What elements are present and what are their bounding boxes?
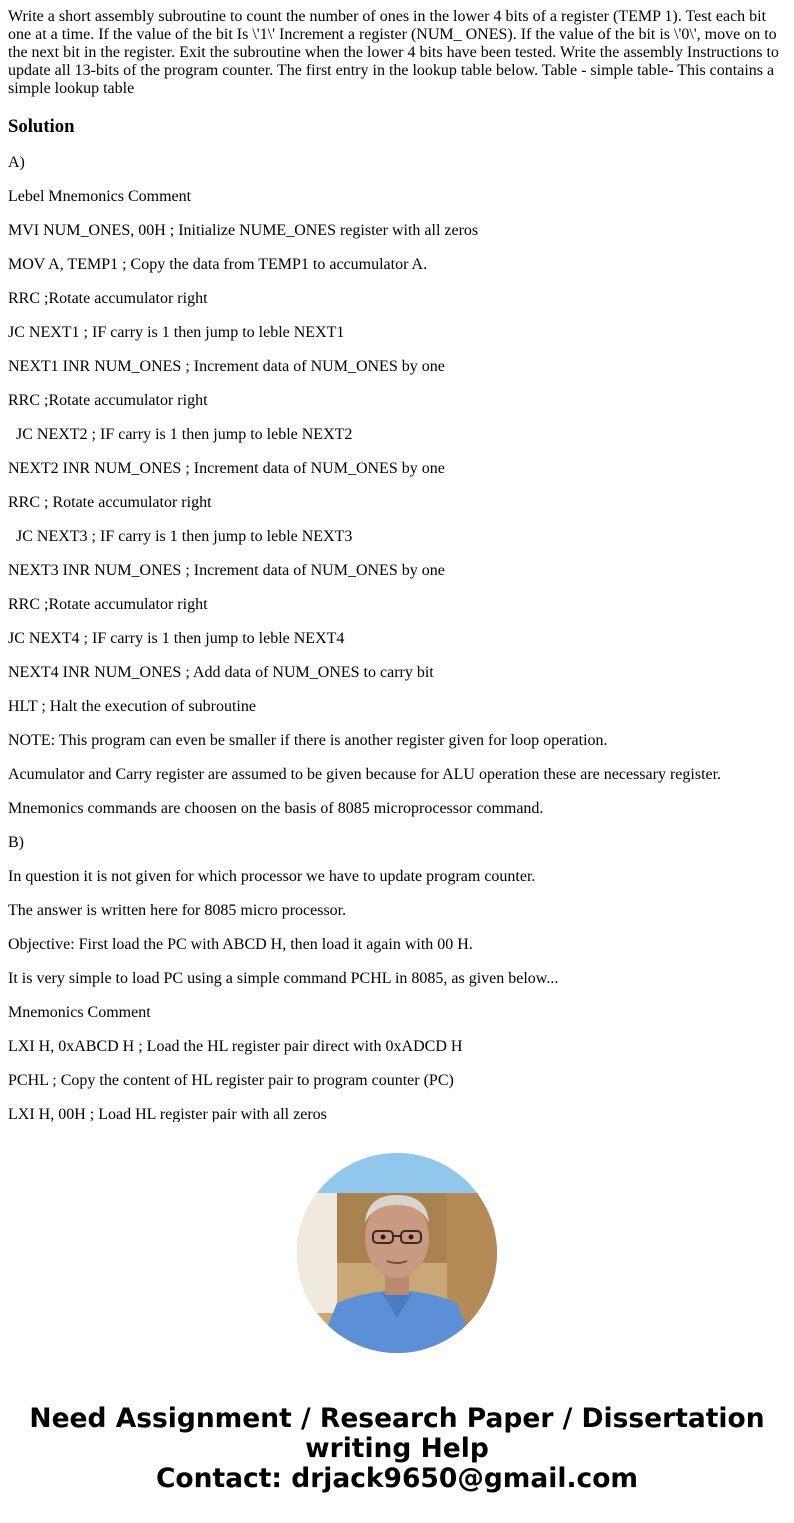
solution-line: RRC ;Rotate accumulator right xyxy=(8,596,208,613)
solution-heading: Solution xyxy=(8,116,75,137)
solution-line: HLT ; Halt the execution of subroutine xyxy=(8,698,256,715)
question-text: Write a short assembly subroutine to count the number of ones in the lower 4 bits of a register (TEMP 1). Test each bit one at a time. If the value of the bit Is \'1\' Increment a register (NUM_ ONES). If the value of the bit is \'0\', move on to the next bit in the register. Exit the subroutine when the lower 4 bits have been tested. Write the assembly Instructions to update all 13-bits of the program counter. The first entry in the lookup table below. Table - simple table- This contains a simple lookup table xyxy=(8,8,779,97)
solution-line: NEXT1 INR NUM_ONES ; Increment data of NUM_ONES by one xyxy=(8,358,445,375)
solution-line: Mnemonics Comment xyxy=(8,1004,151,1021)
solution-line: MOV A, TEMP1 ; Copy the data from TEMP1 to accumulator A. xyxy=(8,256,428,273)
promo-line-1: Need Assignment / Research Paper / Dissertation xyxy=(29,1403,765,1434)
solution-line: JC NEXT2 ; IF carry is 1 then jump to leble NEXT2 xyxy=(8,426,353,443)
solution-line: LXI H, 0xABCD H ; Load the HL register pair direct with 0xADCD H xyxy=(8,1038,463,1055)
solution-line: NEXT4 INR NUM_ONES ; Add data of NUM_ONES to carry bit xyxy=(8,664,434,681)
solution-line: RRC ;Rotate accumulator right xyxy=(8,290,208,307)
solution-line: JC NEXT4 ; IF carry is 1 then jump to leble NEXT4 xyxy=(8,630,345,647)
solution-line: NEXT2 INR NUM_ONES ; Increment data of NUM_ONES by one xyxy=(8,460,445,477)
solution-line: RRC ; Rotate accumulator right xyxy=(8,494,212,511)
promo-line-2: writing Help xyxy=(305,1433,489,1464)
solution-line: LXI H, 00H ; Load HL register pair with all zeros xyxy=(8,1106,327,1122)
promo-footer xyxy=(0,1404,794,1494)
solution-line: B) xyxy=(8,834,24,851)
solution-line: The answer is written here for 8085 micro processor. xyxy=(8,902,347,919)
solution-line: RRC ;Rotate accumulator right xyxy=(8,392,208,409)
solution-line: It is very simple to load PC using a simple command PCHL in 8085, as given below... xyxy=(8,970,559,987)
solution-line: NOTE: This program can even be smaller if there is another register given for loop operation. xyxy=(8,732,608,749)
solution-line: NEXT3 INR NUM_ONES ; Increment data of NUM_ONES by one xyxy=(8,562,445,579)
author-avatar xyxy=(297,1153,497,1353)
solution-line: Objective: First load the PC with ABCD H, then load it again with 00 H. xyxy=(8,936,473,953)
solution-line: In question it is not given for which processor we have to update program counter. xyxy=(8,868,536,885)
article-content xyxy=(8,8,786,1122)
solution-line: JC NEXT1 ; IF carry is 1 then jump to leble NEXT1 xyxy=(8,324,345,341)
promo-contact-line: Contact: drjack9650@gmail.com xyxy=(155,1463,639,1494)
solution-line: Mnemonics commands are choosen on the basis of 8085 microprocessor command. xyxy=(8,800,544,817)
solution-line: PCHL ; Copy the content of HL register pair to program counter (PC) xyxy=(8,1072,454,1089)
solution-line: JC NEXT3 ; IF carry is 1 then jump to leble NEXT3 xyxy=(8,528,353,545)
solution-body xyxy=(8,154,786,1122)
solution-line: Lebel Mnemonics Comment xyxy=(8,188,192,205)
solution-line: Acumulator and Carry register are assumed to be given because for ALU operation these are necessary register. xyxy=(8,766,722,783)
solution-line: A) xyxy=(8,154,25,171)
person-portrait-icon xyxy=(297,1153,497,1353)
solution-line: MVI NUM_ONES, 00H ; Initialize NUME_ONES register with all zeros xyxy=(8,222,479,239)
